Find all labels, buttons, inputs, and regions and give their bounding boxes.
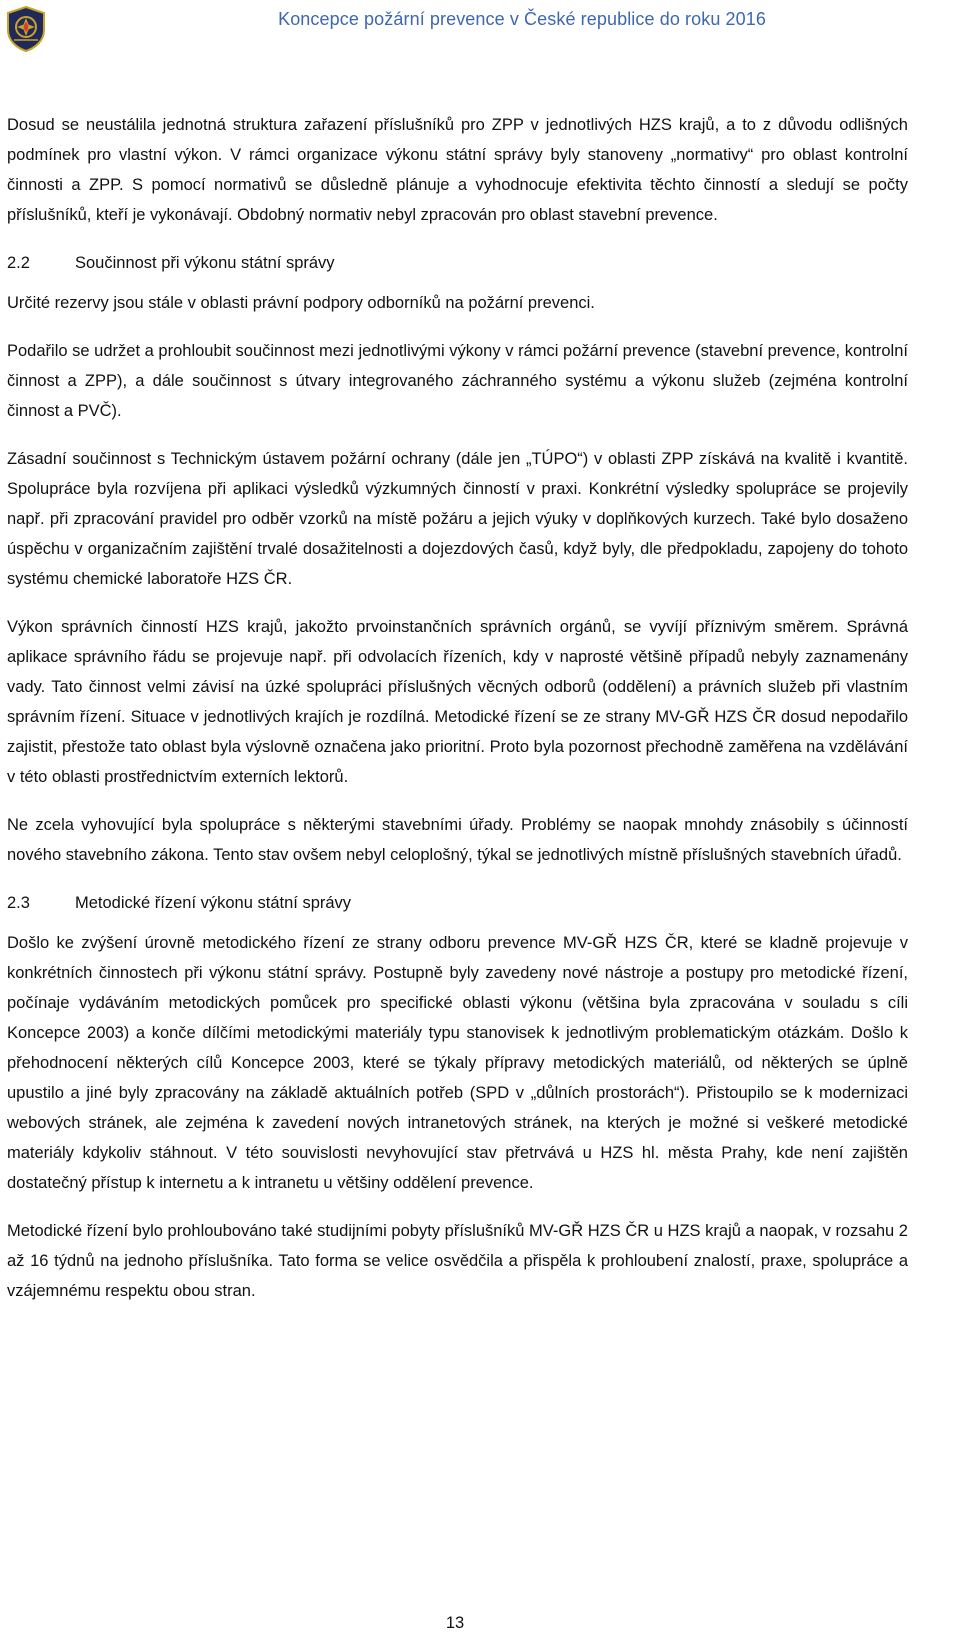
paragraph: Dosud se neustálila jednotná struktura zařazení příslušníků pro ZPP v jednotlivých HZS krajů, a to z důvodu odlišných podmínek pro vlastní výkon. V rámci organizace výkonu státní správy byly stanoveny „normativy“ pro oblast kontrolní činnosti a ZPP. S pomocí normativů se důsledně plánuje a vyhodnocuje efektivita těchto činností a sledují se počty příslušníků, kteří je vykonávají. Obdobný normativ nebyl zpracován pro oblast stavební prevence.: [7, 116, 908, 224]
paragraph: Ne zcela vyhovující byla spolupráce s některými stavebními úřady. Problémy se naopak mnohdy znásobily s účinností nového stavebního zákona. Tento stav ovšem nebyl celoplošný, týkal se jednotlivých místně příslušných stavebních úřadů.: [7, 816, 908, 864]
paragraph: Určité rezervy jsou stále v oblasti právní podpory odborníků na požární prevenci.: [7, 294, 595, 312]
document-body: [7, 110, 908, 1309]
section-heading-2-2: [7, 248, 908, 278]
section-number: 2.2: [7, 254, 30, 272]
paragraph: Došlo ke zvýšení úrovně metodického řízení ze strany odboru prevence MV-GŘ HZS ČR, které se kladně projevuje v konkrétních činnostech při výkonu státní správy. Postupně byly zavedeny nové nástroje a postupy pro metodické řízení, počínaje vydáváním metodických pomůcek pro specifické oblasti výkonu (většina byla zpracována v souladu s cíli Koncepce 2003) a konče dílčími metodickými materiály typu stanovisek k jednotlivým problematickým otázkám. Došlo k přehodnocení některých cílů Koncepce 2003, které se týkaly přípravy metodických materiálů, od některých se úplně upustilo a jiné byly zpracovány na základě aktuálních potřeb (SPD v „důlních prostorách“). Přistoupilo se k modernizaci webových stránek, ale zejména k zavedení nových intranetových stránek, na kterých je možné si veškeré metodické materiály kdykoliv stáhnout. V této souvislosti nevyhovující stav přetrvává u HZS hl. města Prahy, kde není zajištěn dostatečný přístup k internetu a k intranetu u většiny oddělení prevence.: [7, 934, 908, 1192]
section-number: 2.3: [7, 894, 30, 912]
page-number: 13: [445, 1614, 465, 1632]
paragraph: Metodické řízení bylo prohloubováno také studijními pobyty příslušníků MV-GŘ HZS ČR u HZS krajů a naopak, v rozsahu 2 až 16 týdnů na jednoho příslušníka. Tato forma se velice osvědčila a přispěla k prohloubení znalostí, praxe, spolupráce a vzájemnému respektu obou stran.: [7, 1222, 908, 1300]
section-heading-2-3: [7, 888, 908, 918]
paragraph: Podařilo se udržet a prohloubit součinnost mezi jednotlivými výkony v rámci požární prevence (stavební prevence, kontrolní činnost a ZPP), a dále součinnost s útvary integrovaného záchranného systému a výkonu služeb (zejména kontrolní činnost a PVČ).: [7, 342, 908, 420]
paragraph: Výkon správních činností HZS krajů, jakožto prvoinstančních správních orgánů, se vyvíjí příznivým směrem. Správná aplikace správního řádu se projevuje např. při odvolacích řízeních, kdy v naprosté většině případů nebyly zaznamenány vady. Tato činnost velmi závisí na úzké spolupráci příslušných věcných odborů (oddělení) a právních služeb při vlastním správním řízení. Situace v jednotlivých krajích je rozdílná. Metodické řízení se ze strany MV-GŘ HZS ČR dosud nepodařilo zajistit, přestože tato oblast byla výslovně označena jako prioritní. Proto byla pozornost přechodně zaměřena na vzdělávání v této oblasti prostřednictvím externích lektorů.: [7, 618, 908, 786]
paragraph: Zásadní součinnost s Technickým ústavem požární ochrany (dále jen „TÚPO“) v oblasti ZPP získává na kvalitě i kvantitě. Spolupráce byla rozvíjena při aplikaci výsledků výzkumných činností v praxi. Konkrétní výsledky spolupráce se projevily např. při zpracování pravidel pro odběr vzorků na místě požáru a jejich výuky v doplňkových kurzech. Také bylo dosaženo úspěchu v organizačním zajištění trvalé dosažitelnosti a dojezdových časů, když byly, dle předpokladu, zapojeny do tohoto systému chemické laboratoře HZS ČR.: [7, 450, 908, 588]
fire-rescue-emblem-icon: [6, 6, 46, 52]
section-title: Metodické řízení výkonu státní správy: [75, 894, 352, 912]
document-header-title: Koncepce požární prevence v České republice do roku 2016: [278, 9, 766, 29]
section-title: Součinnost při výkonu státní správy: [75, 254, 335, 272]
page-header: [0, 0, 960, 62]
